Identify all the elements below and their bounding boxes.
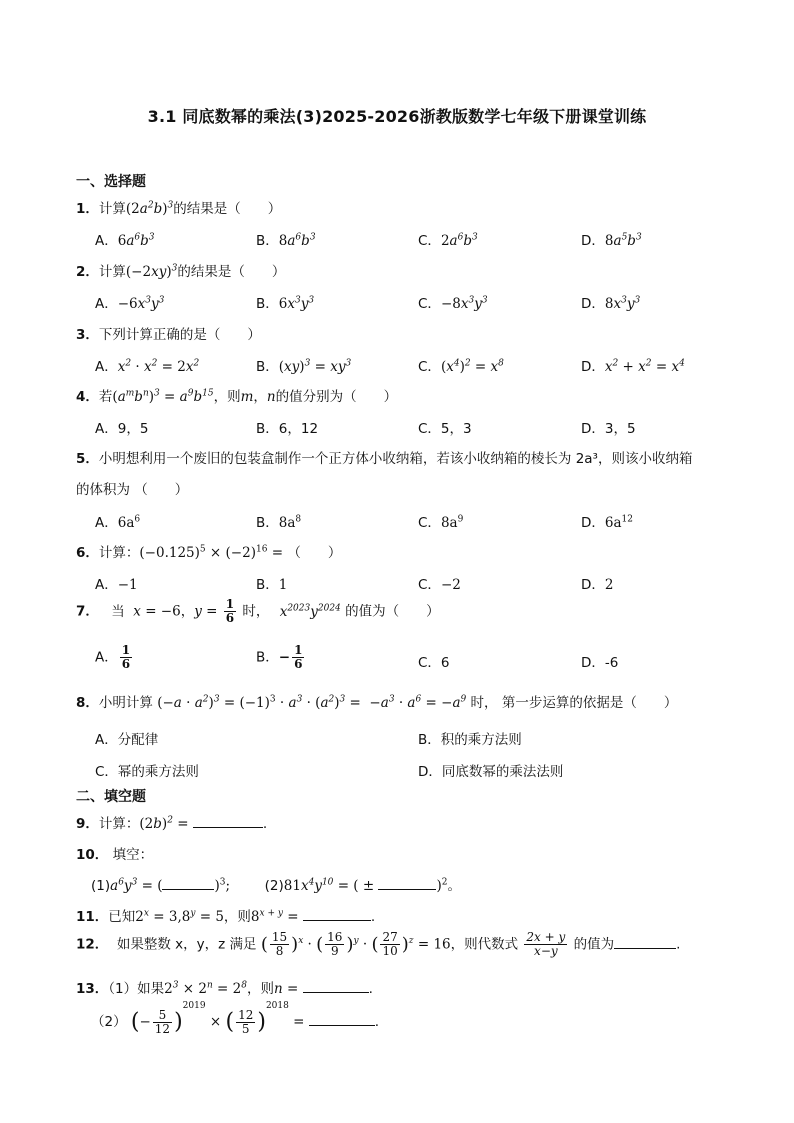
question-text-line1: 小明想利用一个废旧的包装盒制作一个正方体小收纳箱，若该小收纳箱的棱长为 2a³，则该小收纳箱 [98,451,693,467]
option-b[interactable]: B．1 [256,577,288,593]
option-b[interactable]: B．− $\frac{1}{6}$ [256,643,303,671]
question-suffix: 的值为（ ） [345,603,440,620]
question-prefix: 小明计算 [98,695,153,711]
option-c[interactable]: C．5，3 [418,421,472,437]
question-10 [76,843,153,863]
answer-blank[interactable] [309,1013,375,1026]
question-6: 6．计算：$(-0.125)^5 \times (-2)^{16}$ = （ ） [76,544,342,561]
question-12: 12． 如果整数 x，y，z 满足 ( $\frac{15}{8}$ )$^x$ · ( $\frac{16}{9}$ )$^y$ · ( $\frac{27}{10}$ )$^z$ = 16，则代数式 $\frac{2x + y}{x-y}$ 的值为 . [76,930,681,958]
question-13-part2: （2） (− $\frac{5}{12}$ )$^{2019}$ × ( $\frac{12}{5}$ )$^{2018}$ = . [91,1001,380,1036]
question-prefix: 计算 [98,264,126,280]
question-mid: ，则代数式 [450,936,519,953]
question-number: 10． [76,847,109,863]
option-b[interactable]: B．$8a^6b^3$ [256,232,316,249]
question-prefix: 如果整数 x，y，z 满足 [116,936,257,953]
option-b[interactable]: B．$6x^3y^3$ [256,295,315,312]
option-c[interactable]: C．−2 [418,577,461,593]
question-4: 4．若$(a^mb^n)^3 = a^9b^{15}$，则m，n的值分别为（ ） [76,388,398,405]
question-text: 填空： [112,847,154,863]
part-label: （1）如果 [108,981,165,997]
question-prefix: 当 [111,603,125,620]
comma: ， [253,389,267,405]
option-c[interactable]: C．$2a^6b^3$ [418,232,478,249]
option-d[interactable]: D．3，5 [581,421,636,437]
question-number: 8． [76,695,99,711]
expression: $(-2xy)^3$ [125,263,178,280]
question-number: 7． [76,603,99,620]
option-d[interactable]: D．同底数幂的乘法法则 [418,764,564,780]
question-number: 13． [76,981,109,997]
option-b[interactable]: B．$(xy)^3 = xy^3$ [256,358,352,375]
option-b[interactable]: B．6，12 [256,421,319,437]
expression: $(a^mb^n)^3 = a^9b^{15}$ [112,388,214,405]
question-number: 1． [76,201,99,217]
question-10-parts: $(1)a^6y^3$ = ( )$^3$; $(2)81x^4y^{10}$ = ( ± )$^2$。 [91,877,461,894]
question-number: 9． [76,816,99,832]
question-7: 7． 当 x = −6，y = $\frac{1}{6}$ 时， $x^{2023}y^{2024}$ 的值为（ ） [76,597,440,625]
question-prefix: 计算 [98,201,126,217]
option-b[interactable]: B．$8a^8$ [256,514,302,531]
part-label: (1) [91,878,111,894]
question-suffix: 的结果是（ ） [177,264,286,280]
expression: $(2a^2b)^3$ [125,200,174,217]
option-a[interactable]: A．$x^2 \cdot x^2 = 2x^2$ [95,358,200,375]
answer-blank[interactable] [303,980,369,993]
question-suffix: 的结果是（ ） [173,201,282,217]
answer-blank[interactable] [303,908,371,921]
option-a[interactable]: A． $\frac{1}{6}$ [95,643,131,671]
option-d[interactable]: D．$6a^{12}$ [581,514,633,531]
part-label: （2） [91,1014,127,1030]
question-prefix: 若 [98,389,113,405]
question-mid: ，则 [246,981,274,997]
question-11: 11．已知$2^x = 3,8^y = 5$，则$8^{x + y}$ = . [76,908,376,925]
question-prefix: 已知 [108,909,136,925]
question-number: 4． [76,389,99,405]
answer-blank[interactable] [614,936,676,949]
question-prefix: 计算： [98,545,140,561]
option-c[interactable]: C．6 [418,655,450,671]
question-number: 6． [76,545,99,561]
section-heading-fill: 二、填空题 [76,789,146,805]
question-suffix: 的值分别为（ ） [275,389,398,405]
option-a[interactable]: A．9，5 [95,421,149,437]
expression: $(-a \cdot a^2)^3 = (-1)^3 \cdot a^3 \cdot (a^2)^3 = -a^3 \cdot a^6 = -a^9$ [157,694,467,711]
option-c[interactable]: C．$-8x^3y^3$ [418,295,488,312]
question-mid: 时， [242,603,270,620]
answer-blank[interactable] [162,877,214,890]
option-a[interactable]: A．分配律 [95,732,159,748]
option-a[interactable]: A．$-6x^3y^3$ [95,295,165,312]
page-title: 3.1 同底数幂的乘法(3)2025-2026浙教版数学七年级下册课堂训练 [147,107,647,126]
option-a[interactable]: A．$6a^6$ [95,514,141,531]
section-heading-choice: 一、选择题 [76,174,146,190]
expression: x = −6，y = [129,603,222,620]
question-mid: ，则 [223,909,251,925]
part-label: (2) [264,878,284,894]
option-a[interactable]: A．−1 [95,577,138,593]
option-c[interactable]: C．幂的乘方法则 [95,764,199,780]
question-13: 13．（1）如果$2^3 \times 2^n = 2^8$，则n = . [76,980,373,997]
fraction-one-sixth: $\frac{1}{6}$ [225,597,235,625]
question-8 [76,691,677,711]
question-number: 5． [76,451,99,467]
question-number: 2． [76,264,99,280]
question-5-line2: 的体积为 （ ） [76,482,189,498]
answer-blank[interactable] [193,815,263,828]
answer-blank[interactable] [378,877,436,890]
question-number: 3． [76,327,99,343]
question-mid: ，则 [213,389,241,405]
question-1 [76,197,281,217]
question-5 [76,447,692,467]
question-3 [76,323,261,343]
option-b[interactable]: B．积的乘方法则 [418,732,522,748]
option-c[interactable]: C．$8a^9$ [418,514,464,531]
option-d[interactable]: D．$x^2 + x^2 = x^4$ [581,358,685,375]
question-2 [76,260,285,280]
option-d[interactable]: D．2 [581,577,614,593]
option-d[interactable]: D．-6 [581,655,619,671]
question-number: 11． [76,909,109,925]
option-d[interactable]: D．$8a^5b^3$ [581,232,642,249]
option-d[interactable]: D．$8x^3y^3$ [581,295,641,312]
question-text: 下列计算正确的是（ ） [98,327,261,343]
option-a[interactable]: A．$6a^6b^3$ [95,232,155,249]
option-c[interactable]: C．$(x^4)^2 = x^8$ [418,358,504,375]
expression: $(-0.125)^5 \times (-2)^{16}$ = [139,544,288,561]
question-9: 9．计算：$(2b)^2$ = . [76,815,268,832]
question-number: 12． [76,936,109,953]
question-prefix: 计算： [98,816,140,832]
question-suffix: 时， 第一步运算的依据是（ ） [470,695,678,711]
question-suffix: 的值为 [573,936,615,953]
